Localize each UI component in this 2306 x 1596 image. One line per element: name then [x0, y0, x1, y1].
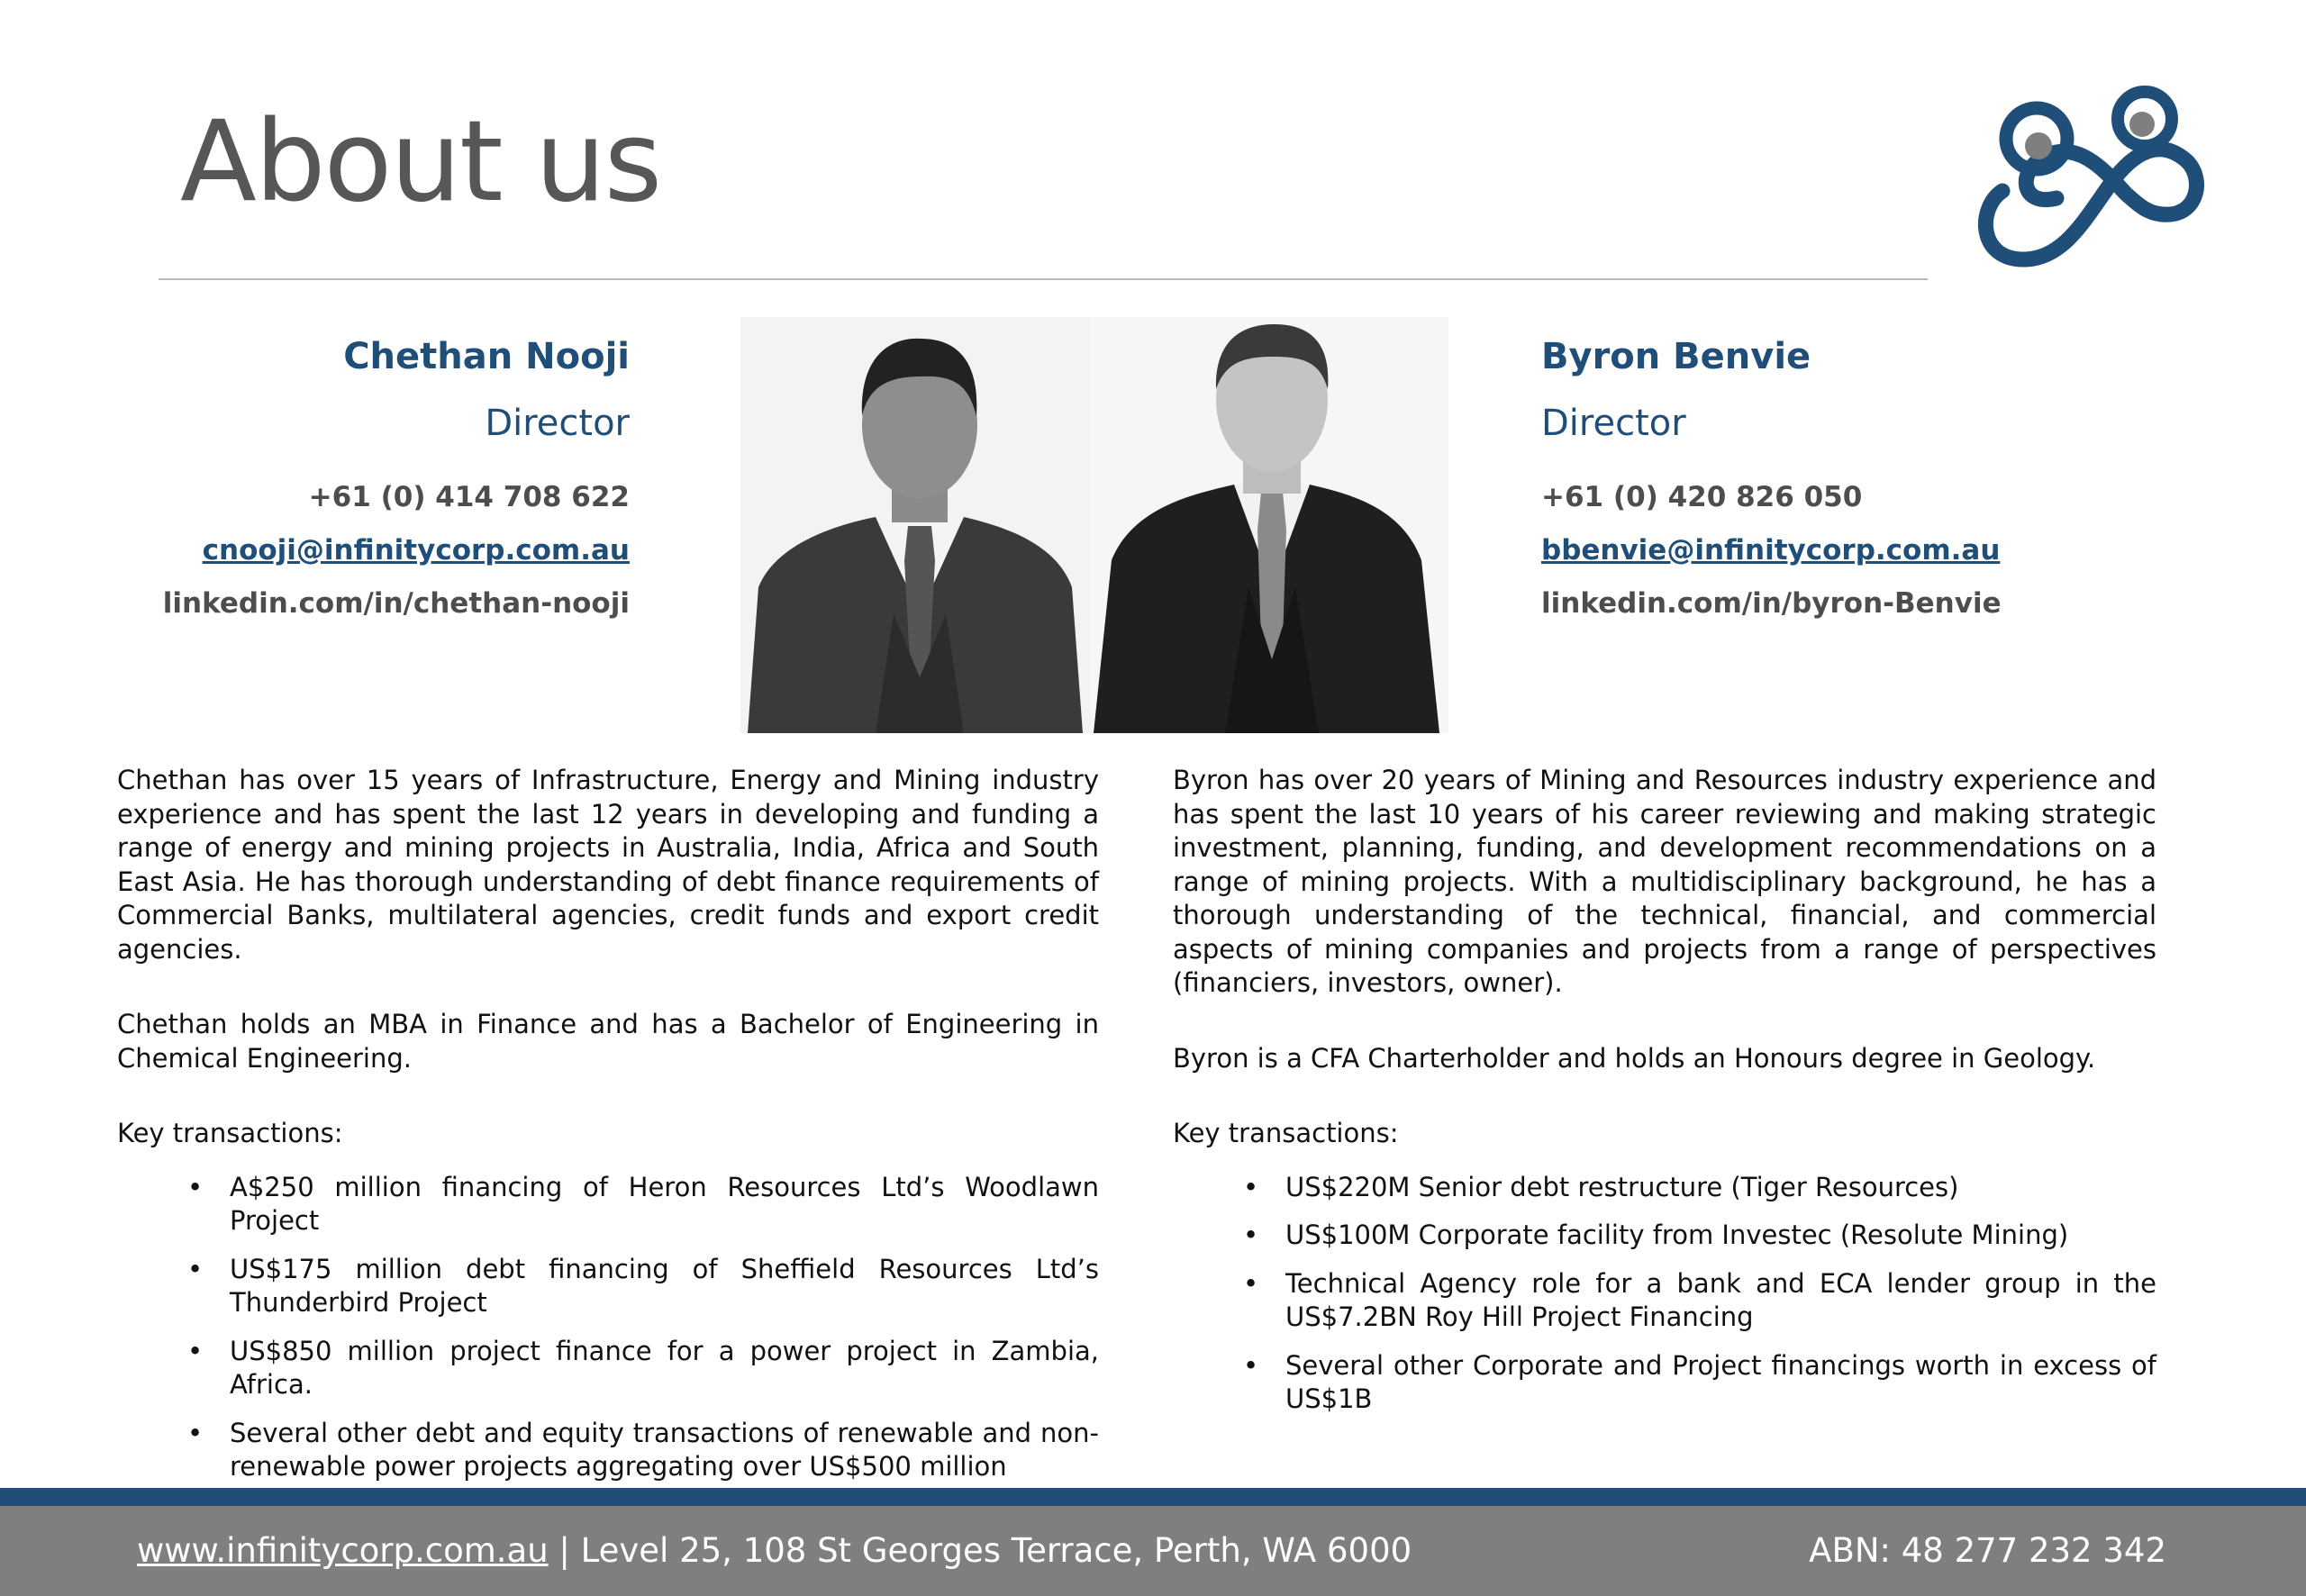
list-item: • US$220M Senior debt restructure (Tiger Resources) [1173, 1171, 2156, 1205]
list-item: • Several other debt and equity transactions of renewable and non-renewable power projects aggregating over US$500 million [117, 1417, 1099, 1484]
contact-card-chethan [163, 335, 630, 621]
list-item: • US$850 million project finance for a power project in Zambia, Africa. [117, 1335, 1099, 1402]
bio-paragraph: Chethan has over 15 years of Infrastructure, Energy and Mining industry experience and has spent the last 12 years in developing and funding a range of energy and mining projects in Australia, India, Africa and South East Asia. He has thorough understanding of debt finance requirements of Commercial Banks, multilateral agencies, credit funds and export credit agencies. [117, 765, 1099, 965]
phone-number: +61 (0) 414 708 622 [308, 481, 630, 513]
transactions-list [1173, 1171, 2156, 1417]
address-text: | Level 25, 108 St Georges Terrace, Perth, WA 6000 [548, 1531, 1412, 1570]
person-role: Director [1541, 403, 1686, 444]
email-link[interactable]: cnooji@infinitycorp.com.au [202, 534, 630, 567]
bio-paragraph: Byron is a CFA Charterholder and holds an Honours degree in Geology. [1173, 1042, 2096, 1074]
bio-paragraph: Chethan holds an MBA in Finance and has a Bachelor of Engineering in Chemical Engineering. [117, 1009, 1099, 1074]
footer-address [137, 1531, 1412, 1570]
key-transactions-label: Key transactions: [117, 1118, 343, 1148]
contact-card-byron [1541, 335, 2002, 621]
list-item: • Several other Corporate and Project financings worth in excess of US$1B [1173, 1349, 2156, 1417]
title-divider [159, 278, 1928, 280]
person-role: Director [485, 403, 630, 444]
bio-column-byron [1173, 764, 2156, 1431]
page-title: About us [180, 97, 661, 227]
list-item: • US$175 million debt financing of Sheffield Resources Ltd’s Thunderbird Project [117, 1253, 1099, 1320]
key-transactions-label: Key transactions: [1173, 1118, 1399, 1148]
website-link[interactable]: www.infinitycorp.com.au [137, 1531, 549, 1570]
infinity-8-logo-icon [1968, 79, 2207, 273]
transactions-list [117, 1171, 1099, 1484]
list-item: • Technical Agency role for a bank and ECA lender group in the US$7.2BN Roy Hill Project Financing [1173, 1267, 2156, 1335]
bio-paragraph: Byron has over 20 years of Mining and Resources industry experience and has spent the last 10 years of his career reviewing and making strategic investment, planning, funding, and development recommendations on a range of mining projects. With a multidisciplinary background, he has a thorough understanding of the technical, financial, and commercial aspects of mining companies and projects from a range of perspectives (financiers, investors, owner). [1173, 765, 2156, 998]
list-item: • A$250 million financing of Heron Resources Ltd’s Woodlawn Project [117, 1171, 1099, 1238]
linkedin-url: linkedin.com/in/chethan-nooji [162, 587, 630, 621]
linkedin-url: linkedin.com/in/byron-Benvie [1541, 587, 2002, 621]
portrait-photo-byron [1090, 317, 1448, 733]
bio-column-chethan [117, 764, 1099, 1499]
abn-number: ABN: 48 277 232 342 [1809, 1531, 2166, 1570]
person-name: Chethan Nooji [343, 336, 630, 377]
person-name: Byron Benvie [1541, 336, 1811, 377]
portrait-photo-chethan [740, 317, 1099, 733]
list-item: • US$100M Corporate facility from Investec (Resolute Mining) [1173, 1219, 2156, 1253]
email-link[interactable]: bbenvie@infinitycorp.com.au [1541, 534, 2001, 567]
phone-number: +61 (0) 420 826 050 [1541, 481, 1863, 513]
footer-accent-band [0, 1488, 2306, 1506]
